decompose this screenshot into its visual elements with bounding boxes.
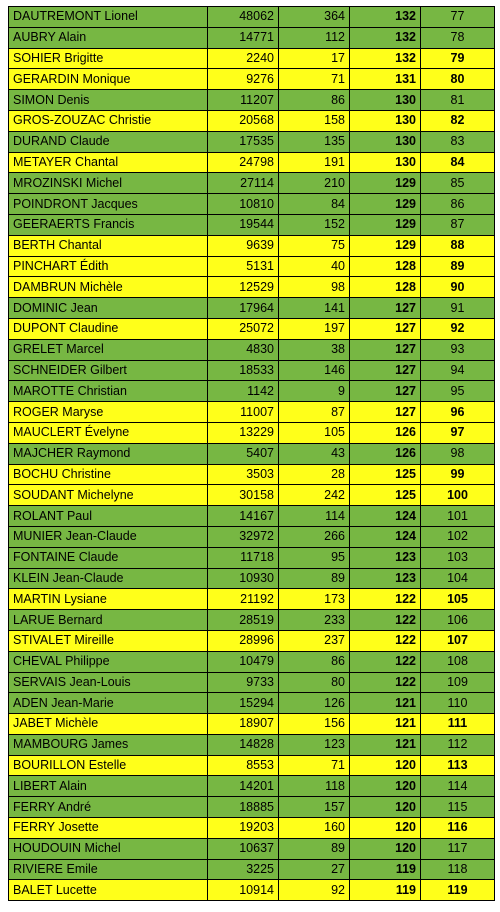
value-a-cell: 10810 [208, 194, 279, 215]
score-cell: 129 [350, 173, 421, 194]
participant-name-cell: BOURILLON Estelle [9, 755, 208, 776]
value-a-cell: 9733 [208, 672, 279, 693]
participant-name-cell: FERRY Josette [9, 818, 208, 839]
table-row [9, 714, 495, 735]
value-b-cell: 364 [279, 7, 350, 28]
table-row [9, 214, 495, 235]
participant-name-cell: METAYER Chantal [9, 152, 208, 173]
value-b-cell: 71 [279, 69, 350, 90]
participant-name-cell: GRELET Marcel [9, 339, 208, 360]
table-row [9, 173, 495, 194]
rank-cell: 87 [421, 214, 495, 235]
value-a-cell: 32972 [208, 526, 279, 547]
participant-name-cell: MAUCLERT Évelyne [9, 422, 208, 443]
value-a-cell: 19544 [208, 214, 279, 235]
value-a-cell: 3503 [208, 464, 279, 485]
value-a-cell: 24798 [208, 152, 279, 173]
score-cell: 125 [350, 485, 421, 506]
value-b-cell: 118 [279, 776, 350, 797]
value-b-cell: 242 [279, 485, 350, 506]
table-row [9, 568, 495, 589]
participant-name-cell: BERTH Chantal [9, 235, 208, 256]
value-b-cell: 95 [279, 547, 350, 568]
value-a-cell: 19203 [208, 818, 279, 839]
value-b-cell: 112 [279, 27, 350, 48]
participant-name-cell: MAMBOURG James [9, 734, 208, 755]
value-a-cell: 2240 [208, 48, 279, 69]
score-cell: 126 [350, 422, 421, 443]
rank-cell: 77 [421, 7, 495, 28]
participant-name-cell: STIVALET Mireille [9, 630, 208, 651]
score-cell: 132 [350, 7, 421, 28]
value-b-cell: 156 [279, 714, 350, 735]
participant-name-cell: MARTIN Lysiane [9, 589, 208, 610]
participant-name-cell: ROLANT Paul [9, 506, 208, 527]
value-b-cell: 126 [279, 693, 350, 714]
participant-name-cell: SOHIER Brigitte [9, 48, 208, 69]
rank-cell: 106 [421, 610, 495, 631]
table-row [9, 7, 495, 28]
value-a-cell: 14828 [208, 734, 279, 755]
value-b-cell: 135 [279, 131, 350, 152]
value-a-cell: 13229 [208, 422, 279, 443]
rank-cell: 89 [421, 256, 495, 277]
rank-cell: 97 [421, 422, 495, 443]
participant-name-cell: SERVAIS Jean-Louis [9, 672, 208, 693]
score-cell: 128 [350, 256, 421, 277]
rank-cell: 104 [421, 568, 495, 589]
participant-name-cell: CHEVAL Philippe [9, 651, 208, 672]
table-row [9, 381, 495, 402]
score-cell: 130 [350, 90, 421, 111]
value-b-cell: 98 [279, 277, 350, 298]
score-cell: 132 [350, 27, 421, 48]
score-cell: 122 [350, 589, 421, 610]
value-b-cell: 141 [279, 298, 350, 319]
table-row [9, 256, 495, 277]
value-a-cell: 9639 [208, 235, 279, 256]
rank-cell: 118 [421, 859, 495, 880]
participant-name-cell: GROS-ZOUZAC Christie [9, 110, 208, 131]
score-cell: 120 [350, 818, 421, 839]
table-row [9, 318, 495, 339]
score-cell: 122 [350, 630, 421, 651]
value-a-cell: 15294 [208, 693, 279, 714]
score-cell: 127 [350, 402, 421, 423]
score-cell: 130 [350, 110, 421, 131]
participant-name-cell: AUBRY Alain [9, 27, 208, 48]
rank-cell: 90 [421, 277, 495, 298]
value-b-cell: 123 [279, 734, 350, 755]
table-row [9, 547, 495, 568]
participant-name-cell: MROZINSKI Michel [9, 173, 208, 194]
table-row [9, 402, 495, 423]
table-row [9, 90, 495, 111]
score-cell: 119 [350, 859, 421, 880]
value-b-cell: 38 [279, 339, 350, 360]
rank-cell: 96 [421, 402, 495, 423]
table-row [9, 194, 495, 215]
value-b-cell: 9 [279, 381, 350, 402]
participant-name-cell: MAJCHER Raymond [9, 443, 208, 464]
score-cell: 128 [350, 277, 421, 298]
score-cell: 119 [350, 880, 421, 901]
rank-cell: 116 [421, 818, 495, 839]
table-row [9, 506, 495, 527]
score-cell: 125 [350, 464, 421, 485]
value-a-cell: 10637 [208, 838, 279, 859]
value-b-cell: 86 [279, 651, 350, 672]
rank-cell: 83 [421, 131, 495, 152]
value-b-cell: 87 [279, 402, 350, 423]
value-b-cell: 27 [279, 859, 350, 880]
value-a-cell: 28996 [208, 630, 279, 651]
value-a-cell: 4830 [208, 339, 279, 360]
score-cell: 124 [350, 526, 421, 547]
score-cell: 132 [350, 48, 421, 69]
value-b-cell: 158 [279, 110, 350, 131]
rank-cell: 105 [421, 589, 495, 610]
value-b-cell: 80 [279, 672, 350, 693]
score-cell: 131 [350, 69, 421, 90]
table-row [9, 131, 495, 152]
value-b-cell: 191 [279, 152, 350, 173]
rank-cell: 92 [421, 318, 495, 339]
participant-name-cell: DAMBRUN Michèle [9, 277, 208, 298]
participant-name-cell: SCHNEIDER Gilbert [9, 360, 208, 381]
participant-name-cell: MAROTTE Christian [9, 381, 208, 402]
table-row [9, 651, 495, 672]
table-row [9, 69, 495, 90]
table-row [9, 880, 495, 901]
value-b-cell: 152 [279, 214, 350, 235]
score-cell: 122 [350, 610, 421, 631]
participant-name-cell: KLEIN Jean-Claude [9, 568, 208, 589]
participant-name-cell: DURAND Claude [9, 131, 208, 152]
value-b-cell: 43 [279, 443, 350, 464]
value-a-cell: 11718 [208, 547, 279, 568]
participant-name-cell: JABET Michèle [9, 714, 208, 735]
table-row [9, 693, 495, 714]
rank-cell: 114 [421, 776, 495, 797]
table-row [9, 422, 495, 443]
value-a-cell: 27114 [208, 173, 279, 194]
ranking-table-body [9, 7, 495, 901]
score-cell: 121 [350, 693, 421, 714]
participant-name-cell: FONTAINE Claude [9, 547, 208, 568]
value-b-cell: 105 [279, 422, 350, 443]
score-cell: 129 [350, 194, 421, 215]
rank-cell: 94 [421, 360, 495, 381]
rank-cell: 95 [421, 381, 495, 402]
ranking-table [8, 6, 495, 901]
score-cell: 129 [350, 235, 421, 256]
rank-cell: 108 [421, 651, 495, 672]
table-row [9, 48, 495, 69]
value-a-cell: 17535 [208, 131, 279, 152]
rank-cell: 100 [421, 485, 495, 506]
value-a-cell: 28519 [208, 610, 279, 631]
participant-name-cell: FERRY André [9, 797, 208, 818]
rank-cell: 79 [421, 48, 495, 69]
rank-cell: 111 [421, 714, 495, 735]
table-row [9, 776, 495, 797]
table-row [9, 464, 495, 485]
table-row [9, 110, 495, 131]
score-cell: 127 [350, 360, 421, 381]
value-b-cell: 75 [279, 235, 350, 256]
participant-name-cell: GERARDIN Monique [9, 69, 208, 90]
value-b-cell: 233 [279, 610, 350, 631]
score-cell: 122 [350, 651, 421, 672]
rank-cell: 81 [421, 90, 495, 111]
value-b-cell: 89 [279, 568, 350, 589]
participant-name-cell: BALET Lucette [9, 880, 208, 901]
rank-cell: 101 [421, 506, 495, 527]
participant-name-cell: DAUTREMONT Lionel [9, 7, 208, 28]
score-cell: 129 [350, 214, 421, 235]
rank-cell: 86 [421, 194, 495, 215]
value-b-cell: 173 [279, 589, 350, 610]
rank-cell: 88 [421, 235, 495, 256]
score-cell: 120 [350, 797, 421, 818]
table-row [9, 818, 495, 839]
participant-name-cell: PINCHART Édith [9, 256, 208, 277]
participant-name-cell: LIBERT Alain [9, 776, 208, 797]
value-b-cell: 114 [279, 506, 350, 527]
score-cell: 120 [350, 776, 421, 797]
value-a-cell: 18885 [208, 797, 279, 818]
value-a-cell: 48062 [208, 7, 279, 28]
table-row [9, 734, 495, 755]
participant-name-cell: SIMON Denis [9, 90, 208, 111]
table-row [9, 859, 495, 880]
value-b-cell: 266 [279, 526, 350, 547]
value-a-cell: 30158 [208, 485, 279, 506]
table-row [9, 152, 495, 173]
value-a-cell: 8553 [208, 755, 279, 776]
value-b-cell: 210 [279, 173, 350, 194]
table-row [9, 339, 495, 360]
value-b-cell: 40 [279, 256, 350, 277]
score-cell: 124 [350, 506, 421, 527]
value-a-cell: 11207 [208, 90, 279, 111]
score-cell: 130 [350, 152, 421, 173]
participant-name-cell: LARUE Bernard [9, 610, 208, 631]
value-a-cell: 12529 [208, 277, 279, 298]
score-cell: 127 [350, 298, 421, 319]
value-b-cell: 146 [279, 360, 350, 381]
table-row [9, 672, 495, 693]
value-b-cell: 160 [279, 818, 350, 839]
value-a-cell: 18533 [208, 360, 279, 381]
participant-name-cell: DOMINIC Jean [9, 298, 208, 319]
table-row [9, 589, 495, 610]
value-a-cell: 1142 [208, 381, 279, 402]
table-row [9, 298, 495, 319]
value-b-cell: 197 [279, 318, 350, 339]
participant-name-cell: RIVIERE Emile [9, 859, 208, 880]
value-a-cell: 3225 [208, 859, 279, 880]
table-row [9, 485, 495, 506]
score-cell: 130 [350, 131, 421, 152]
participant-name-cell: HOUDOUIN Michel [9, 838, 208, 859]
value-a-cell: 14771 [208, 27, 279, 48]
value-a-cell: 17964 [208, 298, 279, 319]
rank-cell: 112 [421, 734, 495, 755]
rank-cell: 110 [421, 693, 495, 714]
value-a-cell: 21192 [208, 589, 279, 610]
value-b-cell: 28 [279, 464, 350, 485]
value-a-cell: 20568 [208, 110, 279, 131]
value-a-cell: 10479 [208, 651, 279, 672]
value-a-cell: 9276 [208, 69, 279, 90]
value-b-cell: 84 [279, 194, 350, 215]
rank-cell: 103 [421, 547, 495, 568]
score-cell: 121 [350, 734, 421, 755]
score-cell: 122 [350, 672, 421, 693]
score-cell: 120 [350, 838, 421, 859]
rank-cell: 109 [421, 672, 495, 693]
rank-cell: 117 [421, 838, 495, 859]
value-b-cell: 92 [279, 880, 350, 901]
table-row [9, 630, 495, 651]
table-row [9, 797, 495, 818]
value-a-cell: 10930 [208, 568, 279, 589]
rank-cell: 91 [421, 298, 495, 319]
score-cell: 127 [350, 318, 421, 339]
value-b-cell: 237 [279, 630, 350, 651]
rank-cell: 78 [421, 27, 495, 48]
participant-name-cell: SOUDANT Michelyne [9, 485, 208, 506]
participant-name-cell: GEERAERTS Francis [9, 214, 208, 235]
participant-name-cell: POINDRONT Jacques [9, 194, 208, 215]
rank-cell: 93 [421, 339, 495, 360]
value-b-cell: 17 [279, 48, 350, 69]
table-row [9, 360, 495, 381]
value-b-cell: 86 [279, 90, 350, 111]
value-a-cell: 14201 [208, 776, 279, 797]
participant-name-cell: BOCHU Christine [9, 464, 208, 485]
score-cell: 127 [350, 381, 421, 402]
score-cell: 120 [350, 755, 421, 776]
participant-name-cell: ROGER Maryse [9, 402, 208, 423]
table-row [9, 443, 495, 464]
value-b-cell: 157 [279, 797, 350, 818]
table-row [9, 610, 495, 631]
rank-cell: 107 [421, 630, 495, 651]
rank-cell: 119 [421, 880, 495, 901]
value-a-cell: 14167 [208, 506, 279, 527]
value-b-cell: 71 [279, 755, 350, 776]
table-row [9, 526, 495, 547]
value-b-cell: 89 [279, 838, 350, 859]
score-cell: 123 [350, 568, 421, 589]
participant-name-cell: MUNIER Jean-Claude [9, 526, 208, 547]
value-a-cell: 5131 [208, 256, 279, 277]
value-a-cell: 25072 [208, 318, 279, 339]
score-cell: 127 [350, 339, 421, 360]
table-row [9, 277, 495, 298]
score-cell: 123 [350, 547, 421, 568]
table-row [9, 755, 495, 776]
rank-cell: 82 [421, 110, 495, 131]
participant-name-cell: DUPONT Claudine [9, 318, 208, 339]
score-cell: 121 [350, 714, 421, 735]
table-row [9, 27, 495, 48]
table-row [9, 235, 495, 256]
value-a-cell: 10914 [208, 880, 279, 901]
score-cell: 126 [350, 443, 421, 464]
value-a-cell: 11007 [208, 402, 279, 423]
value-a-cell: 5407 [208, 443, 279, 464]
rank-cell: 115 [421, 797, 495, 818]
ranking-sheet [8, 6, 494, 901]
rank-cell: 80 [421, 69, 495, 90]
rank-cell: 99 [421, 464, 495, 485]
rank-cell: 84 [421, 152, 495, 173]
rank-cell: 102 [421, 526, 495, 547]
rank-cell: 98 [421, 443, 495, 464]
participant-name-cell: ADEN Jean-Marie [9, 693, 208, 714]
rank-cell: 113 [421, 755, 495, 776]
table-row [9, 838, 495, 859]
rank-cell: 85 [421, 173, 495, 194]
value-a-cell: 18907 [208, 714, 279, 735]
